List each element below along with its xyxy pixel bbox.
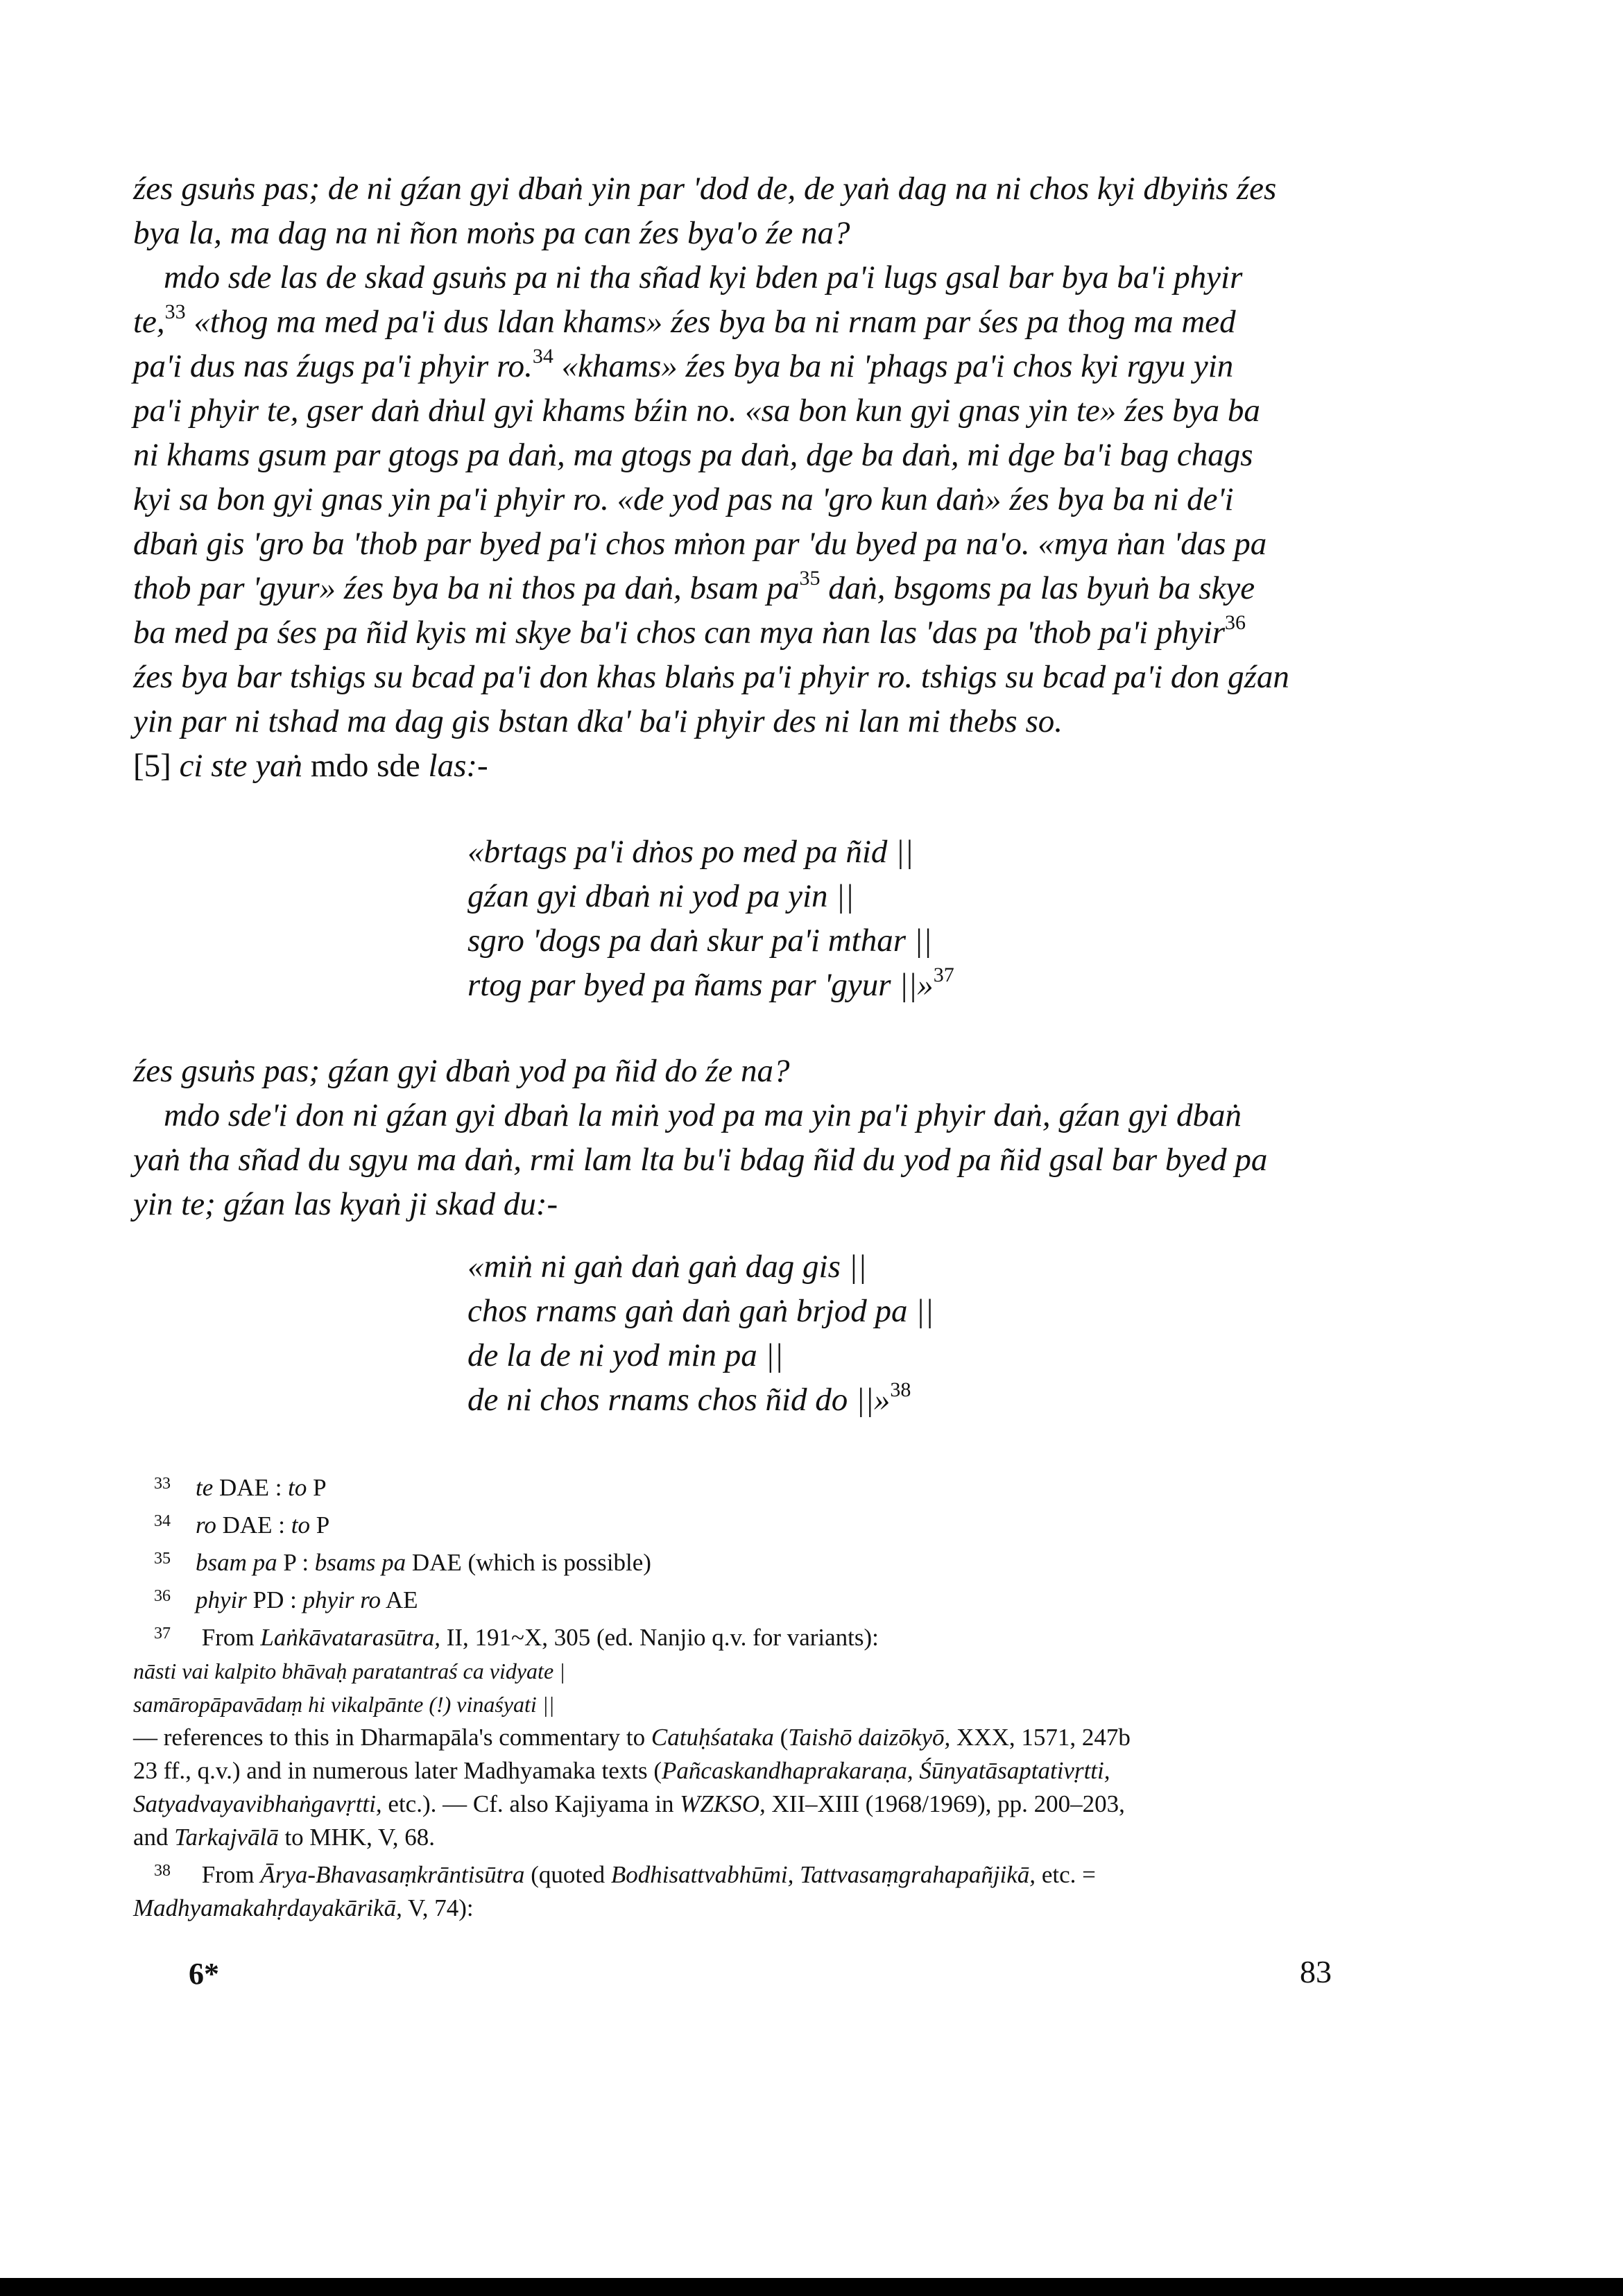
footnote-text [133,1754,1332,1788]
text-line: ni khams gsum par gtogs pa daṅ, ma gtogs pa daṅ, dge ba daṅ, mi dge ba'i bag chags [133,437,1253,473]
text-line: źes gsuṅs pas; de ni gźan gyi dbaṅ yin par 'dod de, de yaṅ dag na ni chos kyi dbyiṅs źes [133,171,1277,207]
footnote-text: From [196,1861,261,1888]
footnote-text: nāsti vai kalpito bhāvaḥ paratantraś ca vidyate | [133,1659,565,1684]
footnote-34 [133,1505,1332,1542]
text-line: «khams» źes bya ba ni 'phags pa'i chos kyi rgyu yin [553,348,1234,384]
text-line: yin te; gźan las kyaṅ ji skad du:- [133,1186,558,1222]
footnote-ref[interactable]: 38 [890,1378,911,1401]
footnote-text: P [309,1511,330,1539]
footnote-ref[interactable]: 34 [532,345,553,368]
footnote-text: — references to this in Dharmapāla's commentary to [133,1724,651,1751]
footnote-ref[interactable]: 37 [933,963,954,986]
text-line: thob par 'gyur» źes bya ba ni thos pa daṅ, bsam pa [133,570,800,606]
footnote-text: XXX, 1571, 247b [950,1724,1131,1751]
footnote-text: samāropāpavādaṃ hi vikalpānte (!) vinaśyati || [133,1692,555,1717]
footnote-text: II, 191~X, 305 (ed. Nanjio q.v. for variants): [440,1624,879,1651]
section-number: [5] [133,748,171,784]
footnote-38 [133,1854,1332,1892]
verse-line: «miṅ ni gaṅ daṅ gaṅ dag gis || [467,1249,867,1285]
footnote-text: DAE : [216,1511,291,1539]
footnote-text: V, 74): [402,1894,474,1921]
verse-line: rtog par byed pa ñams par 'gyur ||» [467,967,934,1003]
footnote-text: Bodhisattvabhūmi, Tattvasaṃgrahapañjikā, [610,1861,1036,1888]
footnote-text [133,1892,1332,1925]
footnote-text: phyir [196,1586,247,1613]
footnote-number: 38 [154,1862,171,1880]
text-line: źes gsuṅs pas; gźan gyi dbaṅ yod pa ñid do źe na? [133,1053,790,1089]
footnote-number: 33 [154,1475,171,1493]
text-line: las:- [420,748,488,784]
paragraph-1 [133,166,1332,255]
footnote-text: 23 ff., q.v.) and in numerous later Madhyamaka texts ( [133,1757,662,1784]
footnote-number: 34 [154,1512,171,1530]
footnote-number: 37 [154,1625,171,1643]
text-line: yin par ni tshad ma dag gis bstan dka' ba'i phyir des ni lan mi thebs so. [133,703,1063,739]
footnote-text: etc.). — Cf. also Kajiyama in [381,1790,680,1817]
verse-line: chos rnams gaṅ daṅ gaṅ brjod pa || [467,1293,934,1329]
footnote-ref[interactable]: 33 [164,300,186,323]
footnote-text: AE [381,1586,418,1613]
verse-block-2 [133,1244,1332,1422]
footnote-text: Laṅkāvatarasūtra, [260,1624,440,1651]
footnote-ref[interactable]: 36 [1225,611,1246,634]
footnote-37 [133,1617,1332,1654]
signature-mark: 6* [189,1957,219,1991]
footnote-text: bsams pa [314,1549,406,1576]
verse-line: «brtags pa'i dṅos po med pa ñid || [467,834,913,870]
footnote-text: etc. = [1036,1861,1096,1888]
verse-line: de la de ni yod min pa || [467,1337,784,1373]
footnote-text: to [288,1474,307,1501]
text-line: kyi sa bon gyi gnas yin pa'i phyir ro. «de yod pas na 'gro kun daṅ» źes bya ba ni de'i [133,481,1234,517]
verse-line: de ni chos rnams chos ñid do ||» [467,1382,891,1418]
paragraph-2 [133,255,1332,744]
footnote-text: to MHK, V, 68. [278,1824,435,1851]
text-line: mdo sde las de skad gsuṅs pa ni tha sñad kyi bden pa'i lugs gsal bar bya ba'i phyir [164,259,1243,295]
text-line: mdo sde'i don ni gźan gyi dbaṅ la miṅ yod pa ma yin pa'i phyir daṅ, gźan gyi dbaṅ [164,1097,1242,1133]
footnote-text: WZKSO, [680,1790,766,1817]
footnote-text: Taishō daizōkyō, [788,1724,951,1751]
footnote-text: DAE : [213,1474,289,1501]
verse-line: sgro 'dogs pa daṅ skur pa'i mthar || [467,923,932,959]
footnote-text: Catuḥśataka [651,1724,774,1751]
footnote-text: From [196,1624,261,1651]
paragraph-4 [133,1049,1332,1093]
footnote-text [133,1821,1332,1854]
footnote-ref[interactable]: 35 [799,567,821,590]
text-line: ci ste yaṅ [171,748,311,784]
footnote-33 [133,1467,1332,1505]
footnote-text: Madhyamakahṛdayakārikā, [133,1894,402,1921]
footnote-text: to [291,1511,310,1539]
main-text [133,166,1332,1422]
paragraph-5 [133,1093,1332,1226]
footnote-text: Ārya-Bhavasaṃkrāntisūtra [260,1861,525,1888]
scan-border [0,2278,1623,2296]
text-line: pa'i dus nas źugs pa'i phyir ro. [133,348,533,384]
text-line: pa'i phyir te, gser daṅ dṅul gyi khams bźin no. «sa bon kun gyi gnas yin te» źes bya ba [133,393,1260,429]
footnote-text: DAE (which is possible) [406,1549,651,1576]
footnote-36 [133,1579,1332,1617]
text-line: dbaṅ gis 'gro ba 'thob par byed pa'i chos mṅon par 'du byed pa na'o. «mya ṅan 'das pa [133,526,1267,562]
text-roman: mdo sde [310,748,420,784]
verse-block-1 [133,830,1332,1007]
text-line: te, [133,304,165,340]
footnote-text: PD : [246,1586,303,1613]
footnote-text: P : [277,1549,315,1576]
paragraph-3 [133,744,1332,788]
footnote-text: Pañcaskandhaprakaraṇa, Śūnyatāsaptativṛtti, [662,1757,1110,1784]
verse-line: gźan gyi dbaṅ ni yod pa yin || [467,878,855,914]
footnote-text: te [196,1474,214,1501]
footnote-text: phyir ro [302,1586,381,1613]
footnote-text: ( [773,1724,789,1751]
footnote-text: bsam pa [196,1549,277,1576]
text-line: yaṅ tha sñad du sgyu ma daṅ, rmi lam lta bu'i bdag ñid du yod pa ñid gsal bar byed pa [133,1142,1268,1178]
footnote-text: P [307,1474,327,1501]
footnote-text: Satyadvayavibhaṅgavṛtti, [133,1790,382,1817]
text-line: daṅ, bsgoms pa las byuṅ ba skye [820,570,1255,606]
footnote-text: (quoted [524,1861,611,1888]
footnote-text: Tarkajvālā [174,1824,279,1851]
text-line: bya la, ma dag na ni ñon moṅs pa can źes bya'o źe na? [133,215,850,251]
footnote-number: 35 [154,1550,171,1568]
page-number: 83 [1300,1954,1332,1989]
text-line: «thog ma med pa'i dus ldan khams» źes bya ba ni rnam par śes pa thog ma med [185,304,1236,340]
footnote-text: XII–XIII (1968/1969), pp. 200–203, [765,1790,1125,1817]
text-line: ba med pa śes pa ñid kyis mi skye ba'i chos can mya ṅan las 'das pa 'thob pa'i phyir [133,615,1226,651]
footnote-text: and [133,1824,175,1851]
footnote-text [133,1788,1332,1821]
footnotes [133,1467,1332,1925]
text-line: źes bya bar tshigs su bcad pa'i don khas blaṅs pa'i phyir ro. tshigs su bcad pa'i don gźan [133,659,1289,695]
footnote-text [133,1721,1332,1754]
footnote-number: 36 [154,1587,171,1605]
footnote-text: ro [196,1511,216,1539]
footnote-35 [133,1542,1332,1579]
